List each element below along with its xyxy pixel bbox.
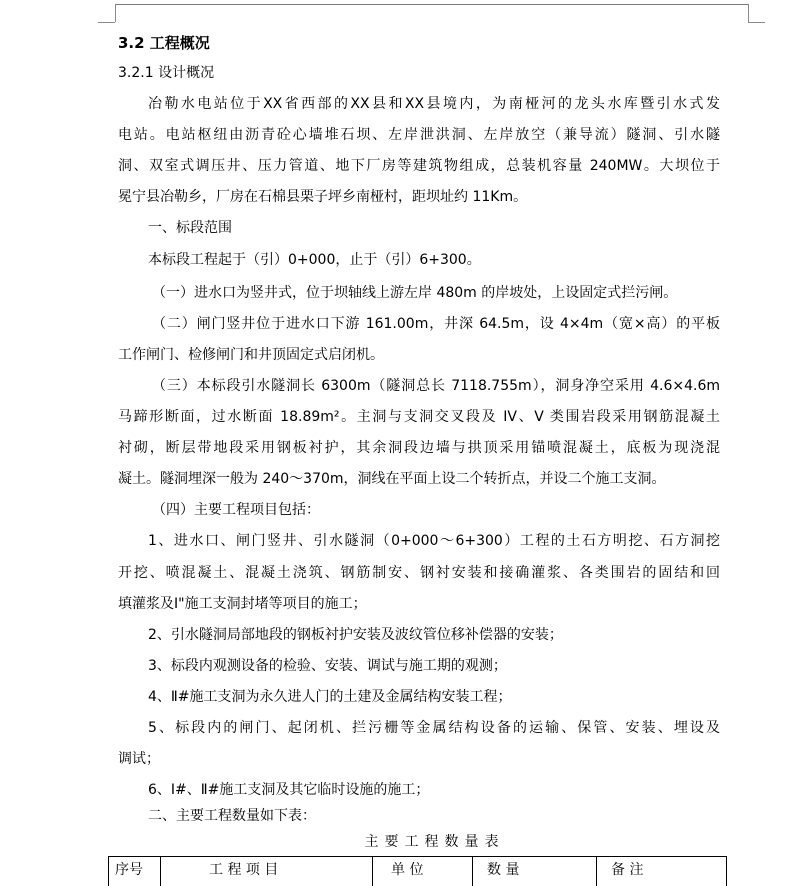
section-title-scope: 一、标段范围 [148, 220, 232, 236]
list-item-continued: 调试； [118, 751, 160, 767]
list-item: 1、进水口、闸门竖井、引水隧洞（0+000～6+300）工程的土石方明挖、石方洞挖 [148, 533, 720, 549]
list-item-continued: 开挖、喷混凝土、混凝土浇筑、钢筋制安、钢衬安装和接确灌浆、各类围岩的固结和回 [118, 565, 720, 581]
page-corner-mark-right [748, 22, 765, 23]
paragraph-line: 马蹄形断面，过水断面 18.89m²。主洞与支洞交叉段及 IV、V 类围岩段采用钢筋混凝土 [118, 409, 720, 425]
page-corner-mark-left [98, 22, 115, 23]
paragraph-line: 冶勒水电站位于XX省西部的XX县和XX县境内，为南桠河的龙头水库暨引水式发 [148, 96, 720, 112]
page-corner-mark-left-vertical [115, 4, 116, 22]
list-item: 5、标段内的闸门、起闭机、拦污栅等金属结构设备的运输、保管、安装、埋设及 [148, 720, 720, 736]
table-header-cell: 数 量 [473, 857, 597, 886]
paragraph-line: 冕宁县冶勒乡，厂房在石棉县栗子坪乡南桠村，距坝址约 11Km。 [118, 189, 528, 205]
table-header-cell: 工 程 项 目 [161, 857, 373, 886]
subsection-heading: 3.2.1 设计概况 [118, 65, 215, 81]
table-header-cell: 序号 [109, 857, 161, 886]
table-header-cell: 单 位 [373, 857, 473, 886]
paragraph-line: 电站。电站枢纽由沥青砼心墙堆石坝、左岸泄洪洞、左岸放空（兼导流）隧洞、引水隧 [118, 127, 720, 143]
quantity-table-header [108, 856, 727, 886]
list-item-continued: 填灌浆及Ⅰ"施工支洞封堵等项目的施工； [118, 596, 367, 612]
table-header-cell: 备 注 [611, 862, 644, 878]
list-item: 3、标段内观测设备的检验、安装、调试与施工期的观测； [148, 658, 507, 674]
list-item: 6、Ⅰ#、Ⅱ#施工支洞及其它临时设施的施工； [148, 782, 430, 798]
paragraph-line: 衬砌，断层带地段采用钢板衬护，其余洞段边墙与拱顶采用锚喷混凝土，底板为现浇混 [118, 440, 720, 456]
list-item: 4、Ⅱ#施工支洞为永久进人门的土建及金属结构安装工程； [148, 689, 512, 705]
list-item: 2、引水隧洞局部地段的钢板衬护安装及波纹管位移补偿器的安装； [148, 627, 563, 643]
section-title-quantities: 二、主要工程数量如下表： [148, 808, 316, 824]
paragraph-line: （一）进水口为竖井式，位于坝轴线上游左岸 480m 的岸坡处，上设固定式拦污闸。 [152, 285, 678, 301]
page-corner-mark-right-vertical [748, 4, 749, 22]
section-heading: 3.2 工程概况 [118, 34, 210, 52]
paragraph-line: （三）本标段引水隧洞长 6300m（隧洞总长 7118.755m），洞身净空采用 4.6×4.6m [152, 378, 720, 394]
paragraph-line: （四）主要工程项目包括： [152, 502, 320, 518]
page-top-border [115, 4, 748, 5]
paragraph-line: 工作闸门、检修闸门和井顶固定式启闭机。 [118, 347, 384, 363]
table-title: 主要工程数量表 [364, 834, 505, 850]
paragraph-line: 本标段工程起于（引）0+000，止于（引）6+300。 [148, 252, 481, 268]
paragraph-line: 洞、双室式调压井、压力管道、地下厂房等建筑物组成，总装机容量 240MW。大坝位于 [118, 158, 720, 174]
paragraph-line: （二）闸门竖井位于进水口下游 161.00m，井深 64.5m，设 4×4m（宽×高）的平板 [152, 316, 720, 332]
paragraph-line: 凝土。隧洞埋深一般为 240～370m，洞线在平面上设二个转折点，并设二个施工支洞。 [118, 471, 666, 487]
